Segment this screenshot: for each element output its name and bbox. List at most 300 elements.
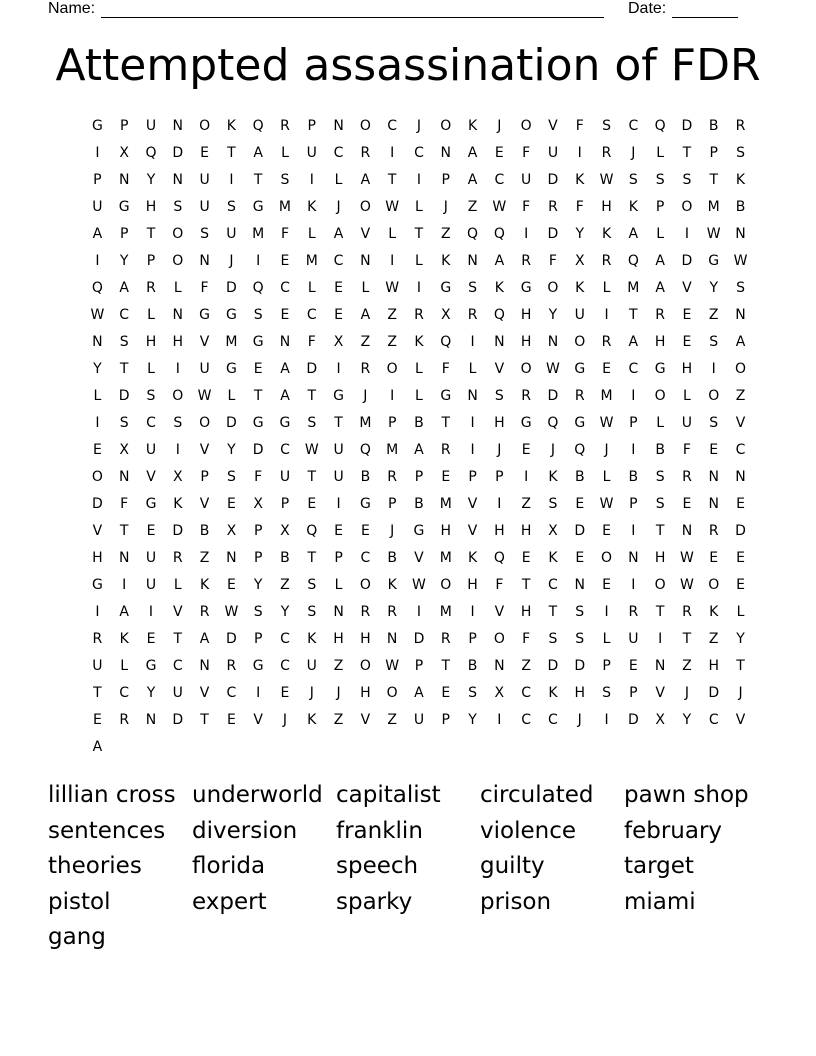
grid-letter: K bbox=[199, 577, 210, 593]
grid-letter: C bbox=[119, 685, 130, 701]
grid-letter: C bbox=[494, 172, 505, 188]
grid-letter: J bbox=[497, 118, 502, 134]
grid-letter: X bbox=[172, 469, 183, 485]
grid-letter: X bbox=[574, 253, 585, 269]
grid-letter: X bbox=[280, 523, 290, 539]
grid-letter: L bbox=[361, 280, 370, 296]
grid-letter: Z bbox=[682, 658, 692, 674]
grid-letter: M bbox=[278, 199, 292, 215]
grid-letter: T bbox=[119, 361, 129, 377]
word-list-item: franklin bbox=[336, 817, 423, 844]
grid-letter: L bbox=[415, 361, 423, 377]
grid-letter: Z bbox=[280, 577, 290, 593]
grid-letter: E bbox=[334, 523, 343, 539]
grid-letter: D bbox=[413, 631, 425, 647]
grid-letter: J bbox=[390, 523, 395, 539]
grid-letter: S bbox=[548, 496, 558, 512]
grid-letter: N bbox=[735, 469, 746, 485]
grid-letter: T bbox=[334, 415, 343, 431]
grid-letter: O bbox=[520, 118, 532, 134]
grid-letter: I bbox=[336, 361, 341, 377]
grid-letter: J bbox=[738, 685, 743, 701]
word-list-item: diversion bbox=[192, 817, 298, 844]
grid-letter: B bbox=[735, 199, 746, 215]
grid-letter: O bbox=[601, 550, 613, 566]
grid-letter: I bbox=[470, 442, 475, 458]
grid-letter: E bbox=[146, 523, 156, 539]
grid-letter: P bbox=[629, 496, 638, 512]
grid-letter: L bbox=[147, 307, 155, 323]
grid-letter: L bbox=[334, 172, 343, 188]
grid-letter: I bbox=[122, 577, 127, 593]
grid-letter: O bbox=[386, 361, 398, 377]
grid-letter: V bbox=[494, 604, 505, 620]
grid-letter: V bbox=[548, 118, 558, 134]
grid-letter: D bbox=[225, 280, 237, 296]
grid-letter: V bbox=[173, 604, 183, 620]
grid-letter: R bbox=[172, 550, 183, 566]
grid-letter: L bbox=[334, 577, 343, 593]
grid-letter: T bbox=[548, 604, 558, 620]
grid-letter: N bbox=[467, 253, 478, 269]
grid-letter: K bbox=[494, 280, 504, 296]
grid-letter: L bbox=[683, 388, 691, 404]
grid-letter: P bbox=[119, 118, 129, 134]
grid-letter: Z bbox=[708, 631, 719, 647]
grid-letter: A bbox=[253, 145, 263, 161]
grid-letter: G bbox=[91, 118, 103, 134]
grid-letter: U bbox=[145, 577, 157, 593]
grid-letter: E bbox=[602, 577, 611, 593]
grid-letter: I bbox=[470, 415, 475, 431]
grid-letter: E bbox=[682, 307, 692, 323]
grid-letter: K bbox=[467, 118, 478, 134]
grid-letter: C bbox=[708, 712, 719, 728]
grid-letter: P bbox=[629, 685, 638, 701]
grid-letter: Q bbox=[440, 334, 452, 350]
grid-letter: I bbox=[95, 145, 100, 161]
grid-letter: E bbox=[575, 550, 585, 566]
grid-letter: G bbox=[118, 199, 130, 215]
grid-letter: T bbox=[253, 388, 263, 404]
grid-letter: S bbox=[628, 172, 638, 188]
grid-letter: V bbox=[735, 712, 746, 728]
grid-letter: H bbox=[654, 550, 666, 566]
grid-letter: R bbox=[199, 604, 210, 620]
grid-letter: U bbox=[145, 118, 157, 134]
grid-letter: V bbox=[494, 361, 505, 377]
grid-letter: J bbox=[497, 442, 502, 458]
grid-letter: S bbox=[548, 631, 558, 647]
grid-letter: E bbox=[521, 442, 531, 458]
grid-letter: P bbox=[146, 253, 156, 269]
grid-letter: E bbox=[92, 442, 102, 458]
name-field bbox=[48, 0, 604, 18]
grid-letter: Q bbox=[493, 226, 505, 242]
grid-letter: D bbox=[172, 145, 184, 161]
grid-letter: N bbox=[199, 658, 210, 674]
grid-letter: Q bbox=[493, 550, 505, 566]
grid-letter: G bbox=[252, 199, 264, 215]
date-label: Date: bbox=[628, 0, 667, 17]
grid-letter: T bbox=[441, 415, 451, 431]
grid-letter: Y bbox=[146, 685, 156, 701]
grid-letter: T bbox=[307, 469, 317, 485]
grid-letter: O bbox=[199, 415, 211, 431]
page-title: Attempted assassination of FDR bbox=[55, 40, 761, 91]
grid-letter: H bbox=[92, 550, 103, 566]
grid-letter: R bbox=[440, 631, 451, 647]
grid-letter: G bbox=[252, 415, 264, 431]
grid-letter: H bbox=[494, 415, 505, 431]
grid-letter: J bbox=[631, 145, 636, 161]
grid-letter: M bbox=[386, 442, 399, 458]
grid-letter: D bbox=[547, 172, 559, 188]
grid-letter: N bbox=[708, 469, 719, 485]
grid-letter: N bbox=[333, 118, 344, 134]
grid-letter: A bbox=[655, 253, 665, 269]
grid-letter: G bbox=[252, 658, 264, 674]
grid-letter: B bbox=[467, 658, 478, 674]
grid-letter: N bbox=[547, 334, 559, 350]
grid-letter: M bbox=[305, 253, 318, 269]
grid-letter: O bbox=[359, 118, 371, 134]
grid-letter: G bbox=[574, 415, 586, 431]
grid-letter: D bbox=[172, 523, 184, 539]
grid-letter: X bbox=[548, 523, 558, 539]
grid-letter: A bbox=[92, 739, 103, 755]
grid-letter: G bbox=[440, 388, 452, 404]
grid-letter: Q bbox=[91, 280, 103, 296]
grid-letter: A bbox=[735, 334, 746, 350]
grid-letter: M bbox=[439, 550, 452, 566]
grid-letter: H bbox=[520, 334, 532, 350]
grid-letter: K bbox=[575, 172, 585, 188]
grid-letter: P bbox=[468, 469, 477, 485]
grid-letter: T bbox=[307, 388, 317, 404]
grid-letter: Z bbox=[333, 658, 344, 674]
grid-letter: I bbox=[416, 172, 422, 188]
grid-letter: H bbox=[574, 685, 585, 701]
grid-letter: O bbox=[735, 361, 747, 377]
grid-letter: W bbox=[304, 442, 319, 458]
grid-letter: Y bbox=[709, 280, 718, 296]
word-list-item: underworld bbox=[192, 782, 323, 808]
grid-letter: O bbox=[681, 199, 693, 215]
grid-letter: K bbox=[414, 334, 424, 350]
word-list-item: lillian cross bbox=[48, 782, 176, 808]
grid-letter: I bbox=[497, 712, 502, 728]
grid-letter: L bbox=[415, 388, 423, 404]
grid-letter: R bbox=[628, 604, 639, 620]
grid-letter: W bbox=[90, 307, 105, 323]
word-list-item: circulated bbox=[480, 782, 594, 808]
grid-letter: K bbox=[709, 604, 719, 620]
grid-letter: B bbox=[280, 550, 290, 566]
grid-letter: G bbox=[199, 307, 211, 323]
grid-letter: G bbox=[440, 280, 452, 296]
grid-letter: N bbox=[118, 172, 130, 188]
grid-letter: P bbox=[280, 496, 290, 512]
grid-letter: A bbox=[414, 685, 424, 701]
grid-letter: R bbox=[360, 604, 371, 620]
grid-letter: M bbox=[359, 415, 372, 431]
grid-letter: K bbox=[119, 631, 129, 647]
grid-letter: D bbox=[225, 631, 237, 647]
grid-letter: O bbox=[386, 685, 398, 701]
grid-letter: T bbox=[119, 523, 129, 539]
grid-letter: A bbox=[628, 226, 639, 242]
grid-letter: F bbox=[548, 253, 557, 269]
grid-letter: H bbox=[520, 307, 532, 323]
grid-letter: J bbox=[577, 712, 582, 728]
grid-letter: W bbox=[680, 577, 694, 593]
grid-letter: L bbox=[281, 145, 289, 161]
grid-letter: N bbox=[574, 577, 585, 593]
grid-letter: W bbox=[680, 550, 694, 566]
grid-letter: A bbox=[199, 631, 210, 647]
grid-letter: S bbox=[146, 388, 156, 404]
grid-letter: S bbox=[253, 604, 263, 620]
grid-letter: Y bbox=[548, 307, 558, 323]
grid-letter: N bbox=[145, 712, 157, 728]
grid-letter: J bbox=[550, 442, 556, 458]
grid-letter: P bbox=[93, 172, 102, 188]
grid-letter: R bbox=[467, 307, 478, 323]
grid-letter: W bbox=[706, 226, 721, 242]
grid-letter: L bbox=[415, 253, 423, 269]
grid-letter: B bbox=[414, 496, 424, 512]
grid-letter: N bbox=[226, 550, 237, 566]
grid-letter: L bbox=[415, 199, 423, 215]
word-list-item: sentences bbox=[48, 817, 166, 844]
grid-letter: O bbox=[708, 577, 720, 593]
grid-letter: W bbox=[385, 199, 400, 215]
grid-letter: N bbox=[708, 496, 719, 512]
grid-letter: E bbox=[146, 631, 156, 647]
grid-letter: I bbox=[711, 361, 716, 377]
grid-letter: I bbox=[577, 145, 582, 161]
grid-letter: D bbox=[547, 226, 559, 242]
grid-letter: G bbox=[252, 334, 264, 350]
grid-letter: O bbox=[654, 388, 666, 404]
grid-letter: U bbox=[145, 550, 157, 566]
grid-letter: R bbox=[682, 469, 692, 485]
grid-letter: T bbox=[146, 226, 156, 242]
grid-letter: N bbox=[333, 604, 344, 620]
grid-letter: W bbox=[599, 415, 614, 431]
grid-letter: O bbox=[708, 388, 720, 404]
grid-letter: E bbox=[441, 685, 451, 701]
grid-letter: I bbox=[631, 442, 636, 458]
grid-letter: J bbox=[229, 253, 234, 269]
grid-letter: I bbox=[416, 280, 422, 296]
grid-letter: O bbox=[359, 658, 371, 674]
grid-letter: S bbox=[307, 604, 317, 620]
word-list-item: guilty bbox=[480, 853, 545, 880]
grid-letter: M bbox=[627, 280, 640, 296]
grid-letter: T bbox=[441, 658, 451, 674]
grid-letter: J bbox=[604, 442, 609, 458]
grid-letter: U bbox=[199, 172, 210, 188]
grid-letter: I bbox=[229, 172, 234, 188]
grid-letter: L bbox=[656, 226, 665, 242]
grid-letter: R bbox=[119, 712, 130, 728]
grid-letter: H bbox=[172, 334, 184, 350]
grid-letter: Y bbox=[280, 604, 290, 620]
grid-letter: A bbox=[280, 388, 290, 404]
grid-letter: T bbox=[307, 550, 317, 566]
grid-letter: W bbox=[224, 604, 239, 620]
grid-letter: H bbox=[654, 334, 666, 350]
grid-letter: O bbox=[172, 253, 184, 269]
word-list-item: miami bbox=[624, 888, 696, 915]
grid-letter: M bbox=[707, 199, 720, 215]
grid-letter: S bbox=[575, 604, 585, 620]
grid-letter: V bbox=[199, 334, 210, 350]
grid-letter: I bbox=[631, 388, 636, 404]
grid-letter: E bbox=[521, 550, 531, 566]
grid-letter: E bbox=[736, 496, 745, 512]
word-list-item: sparky bbox=[336, 888, 413, 915]
grid-letter: N bbox=[279, 334, 291, 350]
grid-letter: G bbox=[708, 253, 720, 269]
grid-letter: K bbox=[575, 280, 585, 296]
grid-letter: R bbox=[708, 523, 719, 539]
grid-letter: I bbox=[416, 604, 422, 620]
grid-letter: N bbox=[360, 253, 371, 269]
grid-letter: F bbox=[120, 496, 129, 512]
grid-letter: Z bbox=[467, 199, 478, 215]
grid-letter: S bbox=[119, 415, 129, 431]
grid-letter: R bbox=[360, 361, 371, 377]
grid-letter: U bbox=[574, 307, 585, 323]
grid-letter: V bbox=[735, 415, 746, 431]
grid-letter: J bbox=[443, 199, 448, 215]
grid-letter: H bbox=[601, 199, 612, 215]
grid-letter: D bbox=[681, 253, 693, 269]
grid-letter: F bbox=[200, 280, 209, 296]
grid-letter: G bbox=[225, 361, 237, 377]
grid-letter: A bbox=[360, 307, 371, 323]
word-list-item: capitalist bbox=[336, 782, 441, 808]
grid-letter: S bbox=[280, 172, 290, 188]
grid-letter: E bbox=[360, 523, 370, 539]
grid-letter: J bbox=[336, 199, 341, 215]
grid-letter: F bbox=[280, 226, 289, 242]
grid-letter: S bbox=[253, 307, 263, 323]
grid-letter: T bbox=[655, 523, 665, 539]
grid-letter: D bbox=[252, 442, 264, 458]
grid-letter: D bbox=[547, 658, 559, 674]
grid-letter: C bbox=[414, 145, 424, 161]
grid-letter: V bbox=[253, 712, 263, 728]
grid-letter: A bbox=[333, 226, 344, 242]
grid-letter: S bbox=[655, 469, 665, 485]
grid-letter: T bbox=[682, 145, 692, 161]
grid-letter: L bbox=[468, 361, 477, 377]
grid-letter: F bbox=[575, 118, 584, 134]
grid-letter: P bbox=[307, 118, 316, 134]
grid-letter: U bbox=[92, 199, 103, 215]
name-label: Name: bbox=[48, 0, 96, 17]
grid-letter: E bbox=[92, 712, 102, 728]
grid-letter: N bbox=[92, 334, 103, 350]
grid-letter: J bbox=[282, 712, 288, 728]
grid-letter: S bbox=[119, 334, 129, 350]
grid-letter: Q bbox=[306, 523, 318, 539]
grid-letter: I bbox=[390, 388, 395, 404]
grid-letter: I bbox=[148, 604, 154, 620]
grid-letter: M bbox=[439, 604, 452, 620]
grid-letter: V bbox=[360, 226, 371, 242]
grid-letter: C bbox=[735, 442, 746, 458]
grid-letter: I bbox=[309, 172, 314, 188]
grid-letter: H bbox=[520, 523, 532, 539]
grid-letter: P bbox=[119, 226, 129, 242]
grid-letter: I bbox=[95, 415, 100, 431]
grid-letter: R bbox=[735, 118, 746, 134]
grid-letter: I bbox=[470, 334, 475, 350]
header-row bbox=[48, 0, 740, 20]
grid-letter: K bbox=[441, 253, 451, 269]
grid-letter: W bbox=[385, 658, 400, 674]
grid-letter: T bbox=[682, 631, 692, 647]
grid-letter: P bbox=[441, 172, 450, 188]
grid-letter: G bbox=[145, 658, 157, 674]
grid-letter: R bbox=[226, 658, 237, 674]
grid-letter: N bbox=[735, 226, 746, 242]
grid-letter: R bbox=[601, 145, 612, 161]
grid-letter: R bbox=[521, 388, 532, 404]
grid-letter: Z bbox=[440, 226, 451, 242]
grid-letter: E bbox=[200, 145, 210, 161]
grid-letter: S bbox=[494, 388, 504, 404]
grid-letter: L bbox=[173, 280, 182, 296]
grid-letter: U bbox=[226, 226, 237, 242]
grid-letter: S bbox=[655, 496, 665, 512]
grid-letter: X bbox=[655, 712, 665, 728]
grid-letter: W bbox=[599, 496, 614, 512]
grid-letter: L bbox=[307, 226, 316, 242]
grid-letter: T bbox=[521, 577, 531, 593]
grid-letter: L bbox=[120, 658, 129, 674]
grid-letter: K bbox=[307, 712, 317, 728]
grid-letter: L bbox=[388, 226, 397, 242]
grid-letter: S bbox=[307, 577, 317, 593]
grid-letter: W bbox=[412, 577, 426, 593]
grid-letter: C bbox=[119, 307, 130, 323]
date-field bbox=[628, 0, 738, 18]
grid-letter: E bbox=[334, 307, 343, 323]
grid-letter: L bbox=[602, 280, 611, 296]
grid-letter: S bbox=[655, 172, 665, 188]
grid-letter: O bbox=[91, 469, 103, 485]
grid-letter: P bbox=[655, 199, 665, 215]
grid-letter: S bbox=[602, 685, 611, 701]
grid-letter: L bbox=[93, 388, 102, 404]
grid-letter: D bbox=[627, 712, 639, 728]
grid-letter: P bbox=[468, 631, 477, 647]
grid-letter: X bbox=[440, 307, 451, 323]
grid-letter: H bbox=[708, 658, 719, 674]
grid-letter: I bbox=[604, 604, 609, 620]
grid-letter: P bbox=[253, 550, 263, 566]
grid-letter: H bbox=[681, 361, 693, 377]
grid-letter: U bbox=[628, 631, 639, 647]
grid-letter: B bbox=[574, 469, 585, 485]
grid-letter: Q bbox=[493, 307, 505, 323]
